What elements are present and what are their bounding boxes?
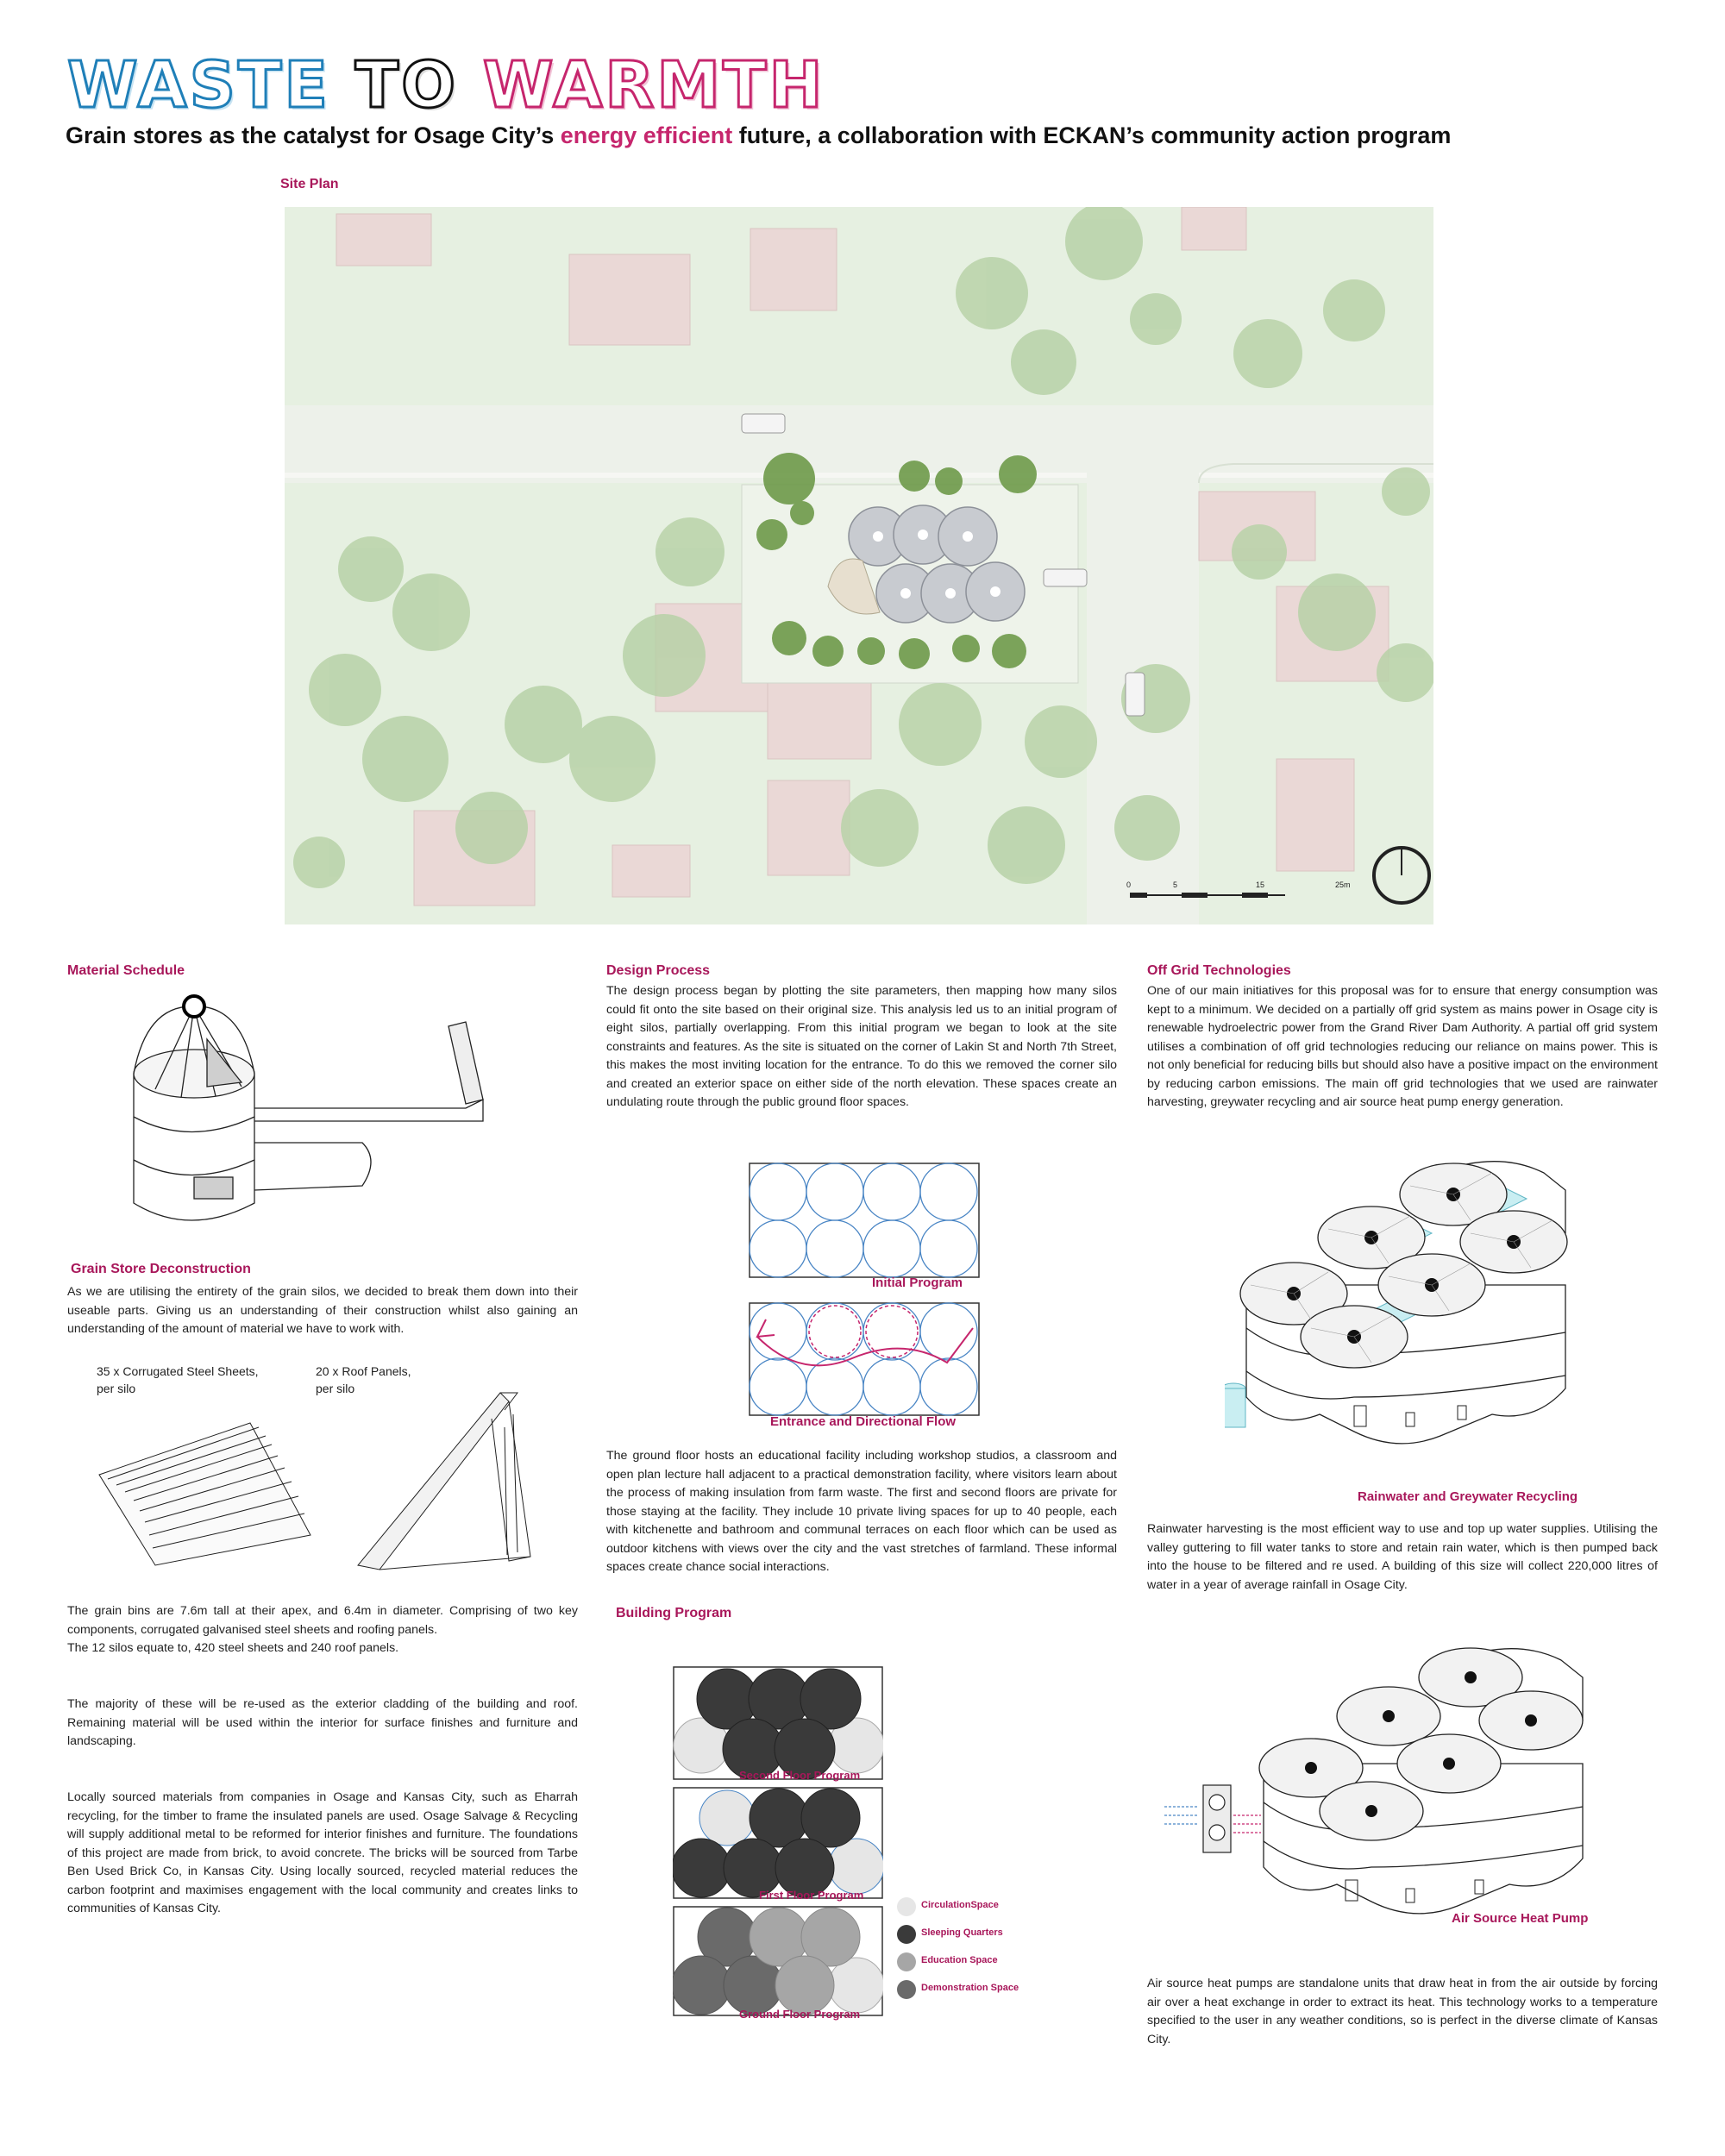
ground-floor-caption: Ground Floor Program [739,2008,861,2021]
legend-swatch-circulation [897,1897,916,1916]
legend-label-circulation: CirculationSpace [921,1900,999,1910]
program-legend [897,1889,1070,2009]
grain-store-para3: Locally sourced materials from companies in Osage and Kansas City, such as Eharrah recycling, for the timber to frame the insulated panels are used. Osage Salvage & Recycling will supply additional metal to be reformed for interior finishes and furniture. The foundations of this project are made from brick, to avoid concrete. The bricks will be sourced from Tarbe Ben Used Brick Co, in Kansas City. Using locally sourced, recycled material reduces the carbon footprint and maximises engagement with the local community and creates links to communities of Kansas City. [67,1790,578,1915]
car-2 [1126,673,1145,716]
legend-label-sleeping: Sleeping Quarters [921,1927,1003,1938]
title-warmth: WARMTH [482,48,825,122]
legend-label-education: Education Space [921,1955,998,1965]
material-schedule-heading: Material Schedule [67,963,185,978]
scale-label-5: 5 [1173,881,1178,889]
car-1 [742,414,785,433]
steel-sheets-label-1: 35 x Corrugated Steel Sheets, [97,1364,259,1378]
rainwater-axonometric [1225,1156,1604,1466]
grain-store-heading: Grain Store Deconstruction [71,1262,251,1276]
rainwater-body: Rainwater harvesting is the most efficient way to use and top up water supplies. Utilising the valley guttering to fill water tanks to store and retain rain water, which is then pumped back into the house to be filtered and re used. A building of this size will collect 220,000 litres of water in a year of average rainfall in Osage City. [1147,1522,1658,1592]
building-program-heading: Building Program [616,1606,732,1620]
off-grid-body: One of our main initiatives for this proposal was for to ensure that energy consumption was kept to a minimum. We decided on a partially off grid system as mains power in Osage city is renewable hydroelectric power from the Grand River Dam Authority. A partial off grid system utilises a combination of off grid technologies reducing our reliance on mains power. This is not only beneficial for reducing bills but should also have a positive impact on the environment by reducing carbon emissions. The main off grid technologies that we used are rainwater harvesting, greywater recycling and air source heat pump energy generation. [1147,984,1658,1109]
subtitle-highlight: energy efficient [560,122,733,148]
title-waste: WASTE [67,48,330,122]
poster-title [67,48,825,122]
subtitle-text-b: future, a collaboration with ECKAN’s community action program [732,122,1452,148]
first-floor-caption: First Floor Program [759,1889,864,1902]
grain-store-para1b: The 12 silos equate to, 420 steel sheets and 240 roof panels. [67,1641,399,1655]
heat-pump-axonometric [1164,1643,1604,1927]
site-plan-heading: Site Plan [280,177,339,191]
legend-swatch-sleeping [897,1925,916,1944]
subtitle-text-a: Grain stores as the catalyst for Osage City’s [66,122,561,148]
car-3 [1044,569,1087,586]
grain-store-para1: The grain bins are 7.6m tall at their apex, and 6.4m in diameter. Comprising of two key components, corrugated galvanised steel sheets and roofing panels. [67,1604,578,1637]
entrance-flow-diagram [749,1302,980,1416]
site-plan-map [285,207,1433,924]
silo-exploded-diagram [121,987,518,1242]
design-process-heading: Design Process [606,963,711,978]
initial-program-diagram [749,1163,980,1278]
grain-store-intro: As we are utilising the entirety of the grain silos, we decided to break them down into their useable parts. Giving us an understanding of their construction whilst also gaining an understanding of the amount of material we have to work with. [67,1285,578,1336]
road-horizontal [285,405,1433,483]
legend-swatch-demonstration [897,1980,916,1999]
entrance-flow-caption: Entrance and Directional Flow [770,1414,957,1429]
scale-label-15: 15 [1256,881,1265,889]
water-tank-icon [1225,1383,1245,1427]
steel-sheets-label-2: per silo [97,1382,136,1395]
legend-label-demonstration: Demonstration Space [921,1983,1019,1993]
first-floor-diagram [673,1787,883,1899]
initial-program-caption: Initial Program [872,1275,963,1290]
second-floor-caption: Second Floor Program [739,1769,861,1782]
design-process-body2: The ground floor hosts an educational facility including workshop studios, a classroom and open plan lecture hall adjacent to a practical demonstration facility, where visitors learn about the process of making insulation from farm waste. The first and second floors are private for those staying at the facility. They include 10 private living spaces for up to 40 people, each with kitchenette and bathroom and communal terraces on each floor which can be used as outdoor kitchens with views over the city and the vast stretches of farmland. These informal spaces create chance social interactions. [606,1449,1117,1574]
roof-panel-drawing [354,1384,543,1574]
rainwater-caption: Rainwater and Greywater Recycling [1358,1489,1578,1504]
grain-store-para2: The majority of these will be re-used as the exterior cladding of the building and roof. Remaining material will be used within the interior for surface finishes and furniture and landscaping. [67,1697,578,1748]
title-to: TO [354,48,459,122]
legend-swatch-education [897,1952,916,1971]
ground-floor-diagram [673,1906,883,2016]
roof-panels-label-2: per silo [316,1382,355,1395]
heat-pump-body: Air source heat pumps are standalone units that draw heat in from the air outside by forcing air over a heat exchange in order to extract its heat. This technology works to a temperature specified to the user in any weather conditions, so is perfect in the diverse climate of Kansas City. [1147,1977,1658,2046]
second-floor-diagram [673,1666,883,1780]
heat-pump-unit-icon [1203,1785,1231,1852]
design-process-body: The design process began by plotting the site parameters, then mapping how many silos could fit onto the site based on their original size. This analysis led us to an initial program of eight silos, partially overlapping. From this initial program we began to look at the site constraints and features. As the site is situated on the corner of Lakin St and North 7th Street, this makes the most inviting location for the entrance. To do this we removed the corner silo and created an exterior space on either side of the north elevation. These spaces create an undulating route through the public ground floor spaces. [606,984,1117,1109]
silo-vent [184,996,204,1017]
off-grid-heading: Off Grid Technologies [1147,963,1291,978]
poster-subtitle [66,122,1451,149]
corrugated-sheet-drawing [95,1414,319,1570]
roof-panels-label-1: 20 x Roof Panels, [316,1364,411,1378]
scale-label-25: 25m [1335,881,1351,889]
scale-label-0: 0 [1126,881,1132,889]
heat-pump-caption: Air Source Heat Pump [1452,1911,1589,1926]
